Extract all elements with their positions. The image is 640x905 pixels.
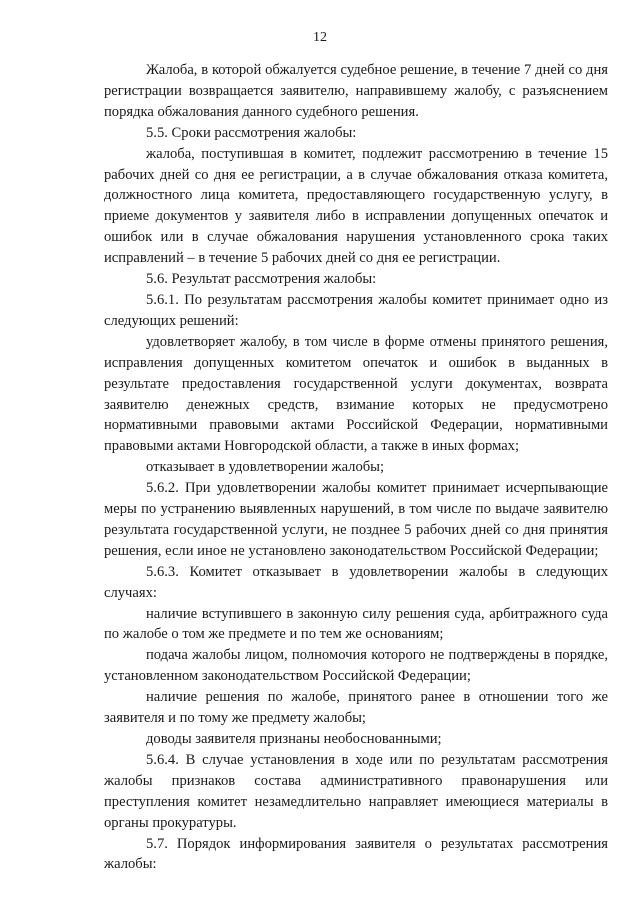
heading-5-6-review-result: 5.6. Результат рассмотрения жалобы: <box>146 271 377 288</box>
paragraph-court-decision: наличие вступившего в законную силу решения суда, арбитражного суда по жалобе о том же предмете и по тем же основаниям; <box>104 605 608 643</box>
paragraph-5-6-3-rejection-cases: 5.6.3. Комитет отказывает в удовлетворении жалобы в следующих случаях: <box>104 563 608 601</box>
paragraph-5-6-4-prosecution: 5.6.4. В случае установления в ходе или по результатам рассмотрения жалобы признаков состава административного правонарушения или преступления комитет незамедлительно направляет имеющиеся материалы в органы прокуратуры. <box>104 751 608 831</box>
paragraph-satisfies-complaint: удовлетворяет жалобу, в том числе в форме отмены принятого решения, исправления допущенных комитетом опечаток и ошибок в выданных в результате предоставления государственной услуги документах, возврата заявителю денежных средств, взимание которых не предусмотрено нормативными правовыми актами Российской Федерации, нормативными правовыми актами Новгородской области, а также в иных формах; <box>104 333 608 455</box>
paragraph-unfounded-arguments: доводы заявителя признаны необоснованными; <box>146 731 442 747</box>
paragraph-unconfirmed-authority: подача жалобы лицом, полномочия которого не подтверждены в порядке, установленном законодательством Российской Федерации; <box>104 647 608 685</box>
paragraph-previous-decision: наличие решения по жалобе, принятого ранее в отношении того же заявителя и по тому же предмету жалобы; <box>104 689 608 727</box>
paragraph-review-deadlines: жалоба, поступившая в комитет, подлежит рассмотрению в течение 15 рабочих дней со дня ее регистрации, а в случае обжалования отказа комитета, должностного лица комитета, предоставляющего государственную услугу, в приеме документов у заявителя либо в исправлении допущенных опечаток и ошибок или в случае обжалования нарушения установленного срока таких исправлений – в течение 5 рабочих дней со дня ее регистрации. <box>104 145 608 267</box>
paragraph-5-6-1-decisions: 5.6.1. По результатам рассмотрения жалобы комитет принимает одно из следующих решений: <box>104 291 608 329</box>
paragraph-5-6-2-measures: 5.6.2. При удовлетворении жалобы комитет принимает исчерпывающие меры по устранению выявленных нарушений, в том числе по выдаче заявителю результата государственной услуги, не позднее 5 рабочих дней со дня принятия решения, если иное не установлено законодательством Российской Федерации; <box>104 480 608 559</box>
paragraph-rejects-complaint: отказывает в удовлетворении жалобы; <box>146 459 385 476</box>
page-number: 12 <box>313 30 327 45</box>
heading-5-5-review-deadlines: 5.5. Сроки рассмотрения жалобы: <box>146 124 357 141</box>
document-body <box>104 60 608 875</box>
heading-5-7-informing: 5.7. Порядок информирования заявителя о результатах рассмотрения жалобы: <box>104 835 608 873</box>
paragraph-returned-complaint: Жалоба, в которой обжалуется судебное решение, в течение 7 дней со дня регистрации возвращается заявителю, направившему жалобу, с разъяснением порядка обжалования данного судебного решения. <box>104 62 608 120</box>
